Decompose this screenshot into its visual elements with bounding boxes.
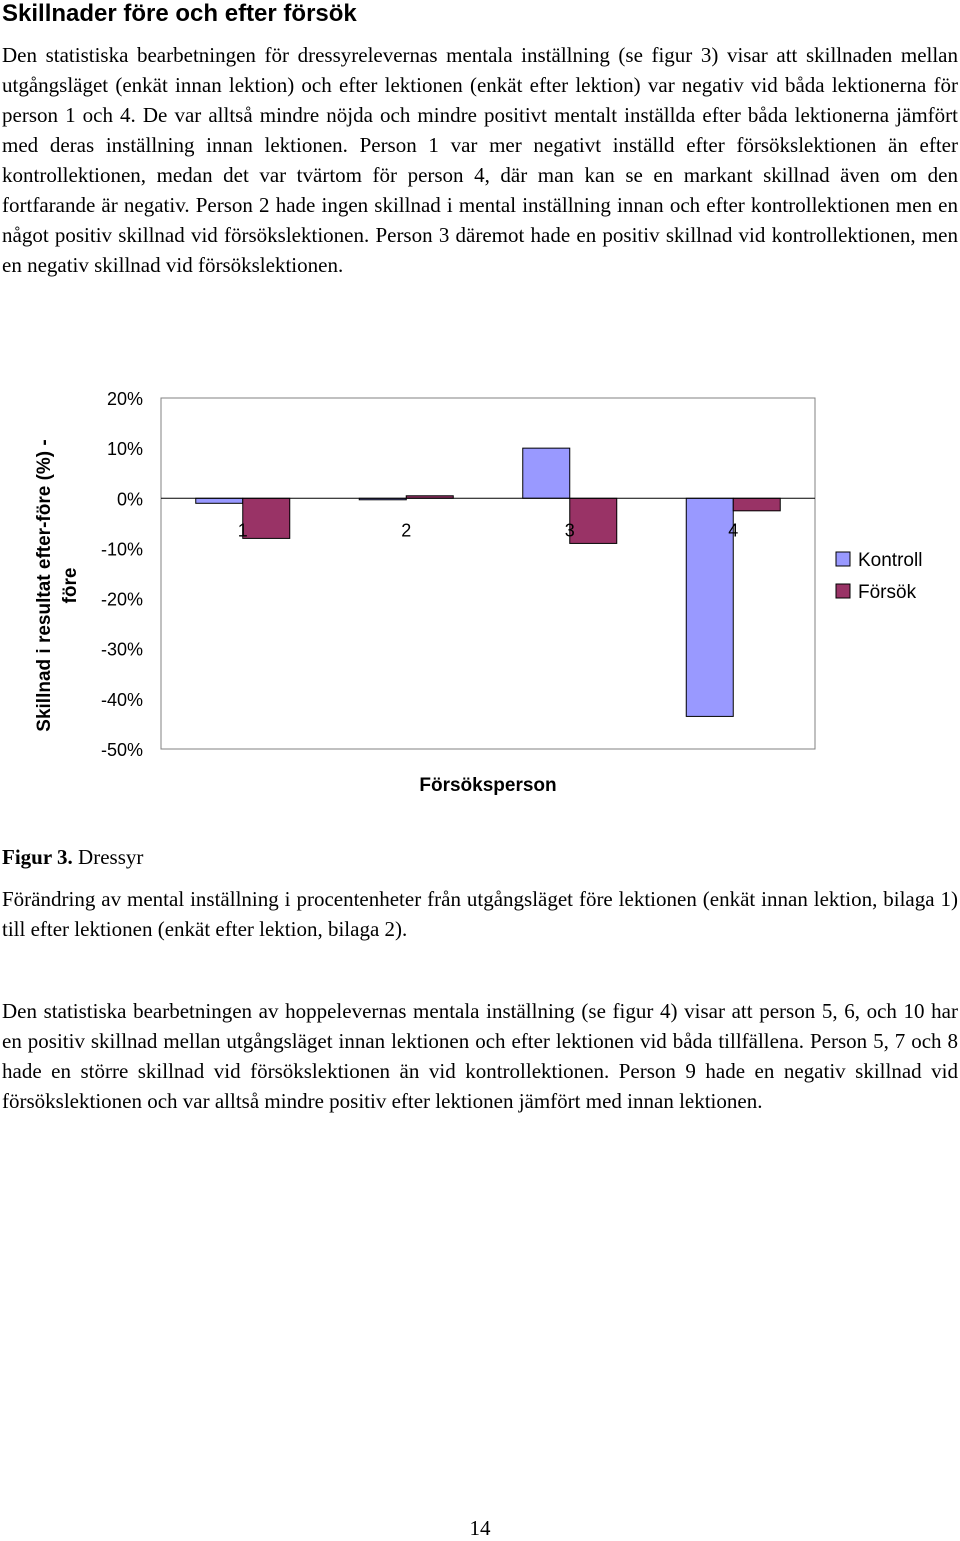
y-tick-label: -10% <box>100 539 143 560</box>
y-axis-label-cont: före <box>60 567 81 604</box>
page-number: 14 <box>469 1516 491 1540</box>
legend-swatch-kontroll <box>836 552 850 566</box>
paragraph-dressyr: Den statistiska bearbetningen för dressyrelevernas mentala inställning (se figur 3) visar att skillnaden mellan utgångsläget (enkät innan lektion) och efter lektionen (enkät efter lektion) var negativ vid båda lektionerna för person 1 och 4. De var alltså mindre nöjda och mindre positivt mentalt inställda efter båda lektionerna jämfört med deras inställning innan lektionen. Person 1 var mer negativt inställd efter försökslektionen än efter kontrollektionen, medan det var tvärtom för person 4, där man kan se en markant skillnad även om den fortfarande är negativ. Person 2 hade ingen skillnad i mental inställning innan och efter kontrollektionen men en något positiv skillnad vid försökslektionen. Person 3 däremot hade en positiv skillnad vid kontrollektionen, men en negativ skillnad vid försökslektionen. <box>2 43 958 277</box>
figure-label <box>2 842 143 872</box>
paragraph-hopp: Den statistiska bearbetningen av hoppelevernas mentala inställning (se figur 4) visar att person 5, 6, och 10 har en positiv skillnad mellan utgångsläget innan lektionen och efter lektionen vid båda tillfällena. Person 5, 7 och 8 hade en större skillnad vid försökslektionen än vid kontrollektionen. Person 9 hade en negativ skillnad vid försökslektionen och var alltså mindre positiv efter lektionen jämfört med innan lektionen. <box>2 999 958 1113</box>
figure-number: Figur 3. <box>2 845 73 869</box>
legend-label-kontroll: Kontroll <box>858 550 923 571</box>
bar-chart <box>0 370 960 810</box>
bar-kontroll-3 <box>523 448 570 498</box>
y-tick-label: -30% <box>100 639 143 660</box>
bar-försök-4 <box>733 498 780 511</box>
legend-label-försök: Försök <box>858 582 917 603</box>
x-axis-label: Försöksperson <box>419 775 557 796</box>
y-tick-label: 10% <box>106 439 143 460</box>
x-tick-label: 4 <box>728 520 739 541</box>
bar-kontroll-4 <box>686 498 733 716</box>
x-tick-label: 2 <box>401 520 412 541</box>
bar-försök-3 <box>570 498 617 543</box>
y-tick-label: -40% <box>100 689 143 710</box>
bar-kontroll-1 <box>196 498 243 503</box>
figure-caption: Förändring av mental inställning i procentenheter från utgångsläget före lektionen (enkät innan lektion, bilaga 1) till efter lektionen (enkät efter lektion, bilaga 2). <box>2 887 958 941</box>
legend-swatch-försök <box>836 584 850 598</box>
figure-title: Dressyr <box>78 845 144 869</box>
y-tick-label: 0% <box>116 489 143 510</box>
x-tick-label: 3 <box>564 520 575 541</box>
y-axis-label: Skillnad i resultat efter-före (%) - <box>34 439 55 732</box>
y-tick-label: -20% <box>100 589 143 610</box>
y-tick-label: -50% <box>100 740 143 760</box>
section-heading: Skillnader före och efter försök <box>2 0 357 27</box>
y-tick-label: 20% <box>106 389 143 409</box>
bar-försök-1 <box>243 498 290 538</box>
x-tick-label: 1 <box>237 520 248 541</box>
